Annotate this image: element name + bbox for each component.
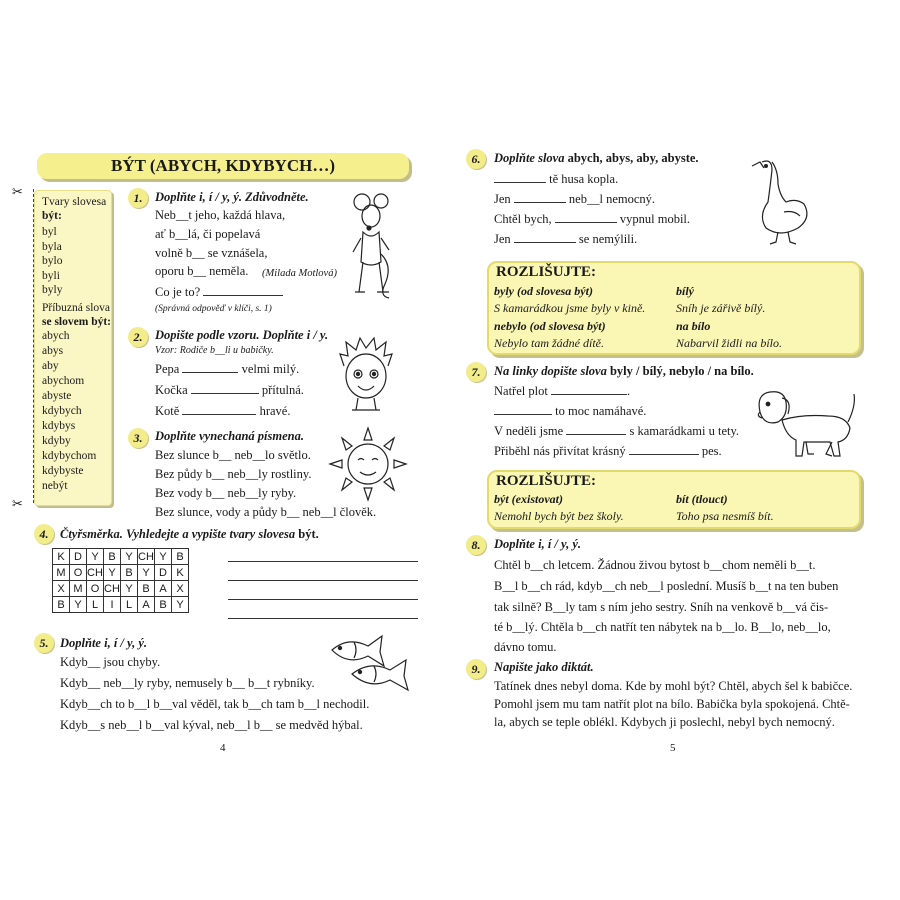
fill-line: tě husa kopla. [494,170,618,189]
box-example: Nemohl bych být bez školy. [494,509,624,523]
grid-row [53,565,189,581]
side-related: abych [42,330,70,342]
grid-cell: K [53,549,70,565]
answer-line[interactable] [228,561,418,562]
exercise-line: dávno tomu. [494,640,557,654]
fill-line: to moc namáhavé. [494,402,646,421]
side-heading-1-bold: být: [42,210,62,222]
exercise-line: Bez vody b__ neb__ly ryby. [155,486,297,500]
side-heading-2b: se slovem být: [42,316,112,328]
box-term: bílý [676,284,694,298]
grid-cell: Y [70,597,87,613]
exercise-line: Bez půdy b__ neb__ly rostliny. [155,467,312,481]
exercise-number: 8. [466,535,486,555]
grid-cell: L [87,597,104,613]
exercise-sample: Vzor: Rodiče b__li u babičky. [155,345,274,356]
exercise-title: Na linky dopište slova byly / bílý, nebylo / na bílo. [494,364,754,378]
exercise-line: Kdyb__ jsou chyby. [60,655,161,669]
box-title: ROZLIŠUJTE: [496,473,597,489]
poem-line: volně b__ se vznášela, [155,246,268,260]
grid-cell: X [53,581,70,597]
poem-line: Neb__t jeho, každá hlava, [155,208,286,222]
grid-cell: M [70,581,87,597]
grid-cell: D [70,549,87,565]
answer-line[interactable] [228,580,418,581]
page-number: 5 [670,742,676,754]
grid-cell: M [53,565,70,581]
poem-line: oporu b__ neměla. [155,264,249,278]
exercise-title: Dopište podle vzoru. Doplňte i / y. [155,328,329,342]
side-related: abyste [42,390,72,402]
side-form: byli [42,269,60,282]
side-related: aby [42,360,59,372]
fill-line: Jen neb__l nemocný. [494,192,656,206]
side-related: kdybych [42,405,82,417]
exercise-title: Doplňte i, í / y, ý. Zdůvodněte. [155,190,309,204]
side-form: byl [42,226,57,238]
side-related: kdybyste [42,465,84,477]
grid-cell: Y [138,565,155,581]
exercise-line: Pomohl jsem mu tam natřít plot na bílo. Babička byla spokojená. Chtě- [494,697,850,711]
grid-cell: A [155,581,172,597]
grid-cell: Y [155,549,172,565]
side-related: kdybychom [42,450,97,462]
grid-cell: CH [138,550,154,563]
sun-illustration [322,424,414,504]
grid-cell: Y [121,549,138,565]
grid-cell: D [155,565,172,581]
word-search-grid [52,548,189,613]
side-related: abychom [42,375,85,387]
box-term: na bílo [676,319,711,333]
right-page [450,0,900,900]
side-box [34,190,112,506]
answer-note: (Správná odpověď v klíči, s. 1) [155,304,272,314]
scissors-icon: ✂ [12,184,23,199]
fill-line: Pepa velmi milý. [155,362,300,376]
goose-illustration [750,158,812,246]
side-related: kdybys [42,420,76,432]
side-related: kdyby [42,435,71,447]
box-term: bít (tlouct) [676,492,728,506]
answer-line[interactable] [228,599,418,600]
grid-cell: I [104,597,121,613]
side-form: bylo [42,255,63,268]
fill-line: Kotě hravé. [155,404,291,418]
grid-row [53,581,189,597]
side-heading-1: Tvary slovesa [42,196,107,208]
grid-row [53,549,189,565]
exercise-line: Bez slunce b__ neb__lo světlo. [155,448,311,462]
fill-line: V neděli jsme s kamarádkami u tety. [494,424,740,438]
box-example: S kamarádkou jsme byly v kině. [494,301,646,315]
exercise-number: 4. [34,524,54,544]
grid-cell: B [104,549,121,565]
grid-cell: CH [104,582,120,595]
box-example: Sníh je zářivě bílý. [676,301,766,315]
exercise-title: Doplňte vynechaná písmena. [155,429,304,443]
exercise-title: Doplňte slova abych, abys, aby, abyste. [494,151,699,165]
exercise-number: 3. [128,428,148,448]
box-term: nebylo (od slovesa být) [494,319,606,333]
side-form: byly [42,284,63,297]
exercise-line: Kdyb__s neb__l b__val kýval, neb__l b__ se medvěd hýbal. [60,718,363,732]
exercise-line: B__l b__ch rád, kdyb__ch neb__l poslední. Musíš b__t na ten buben [494,579,839,593]
grid-cell: B [138,581,155,597]
exercise-line: la, abych se teple oblékl. Kdybych ji poslechl, nebyl bych nemocný. [494,715,835,729]
box-example: Nabarvil židli na bílo. [676,336,783,350]
exercise-number: 5. [34,633,54,653]
exercise-line: Tatínek dnes nebyl doma. Kde by mohl být? Chtěl, abych šel k babičce. [494,679,853,693]
riddle-question: Co je to? [155,283,283,302]
exercise-number: 6. [466,149,486,169]
grid-cell: Y [172,597,189,613]
dog-illustration [752,386,860,462]
side-heading-2: Příbuzná slova [42,302,111,314]
cut-line [23,189,34,503]
side-form: byla [42,240,62,253]
grid-cell: K [172,565,189,581]
boy-face-illustration [338,336,394,412]
grid-cell: B [121,565,138,581]
grid-cell: CH [87,566,103,579]
grid-cell: O [70,565,87,581]
poem-line: ať b__lá, či popelavá [155,227,261,241]
page-number: 4 [220,742,226,754]
box-term: být (existovat) [494,492,563,506]
grid-cell: B [172,549,189,565]
box-example: Nebylo tam žádné dítě. [494,336,604,350]
grid-row [53,597,189,613]
grid-cell: Y [87,549,104,565]
exercise-line: tak silně? B__ly tam s ním jeho sestry. Sníh na venkově b__vá čis- [494,600,829,614]
fill-line: Přiběhl nás přivítat krásný pes. [494,444,722,458]
exercise-title: Napište jako diktát. [494,660,594,674]
fill-line: Kočka přítulná. [155,383,304,397]
grid-cell: L [121,597,138,613]
box-term: byly (od slovesa být) [494,284,593,298]
page-title: BÝT (ABYCH, KDYBYCH…) [37,153,409,179]
grid-cell: O [87,581,104,597]
exercise-number: 9. [466,659,486,679]
box-example: Toho psa nesmíš bít. [676,509,774,523]
fill-line: Natřel plot . [494,384,631,398]
mouse-illustration [345,192,400,300]
distinguish-box [487,470,861,529]
grid-cell: Y [121,581,138,597]
exercise-line: Chtěl b__ch letcem. Žádnou živou bytost b__chom neměli b__t. [494,558,816,572]
box-title: ROZLIŠUJTE: [496,264,597,280]
exercise-number: 7. [466,362,486,382]
exercise-line: té b__lý. Chtěla b__ch natřít ten nábytek na b__lo. B__lo, neb__lo, [494,620,831,634]
grid-cell: A [138,597,155,613]
fish-illustration [328,630,414,692]
exercise-number: 2. [128,327,148,347]
exercise-title: Čtyřsměrka. Vyhledejte a vypište tvary slovesa být. [60,527,319,541]
fill-line: Jen se nemýlili. [494,232,638,246]
scissors-icon: ✂ [12,496,23,511]
exercise-line: Bez slunce, vody a půdy b__ neb__l člověk. [155,505,377,519]
grid-cell: Y [104,565,121,581]
exercise-title: Doplňte i, í / y, ý. [494,537,582,551]
exercise-line: Kdyb__ch to b__l b__val věděl, tak b__ch tam b__l nechodil. [60,697,370,711]
poem-author: (Milada Motlová) [262,268,337,279]
answer-line[interactable] [228,618,418,619]
side-related: abys [42,345,64,357]
grid-cell: B [155,597,172,613]
grid-cell: B [53,597,70,613]
exercise-title: Doplňte i, í / y, ý. [60,636,148,650]
side-related: nebýt [42,480,68,492]
distinguish-box [487,261,861,355]
exercise-number: 1. [128,188,148,208]
fill-line: Chtěl bych, vypnul mobil. [494,212,691,226]
exercise-line: Kdyb__ neb__ly ryby, nemusely b__ b__t rybníky. [60,676,315,690]
grid-cell: X [172,581,189,597]
